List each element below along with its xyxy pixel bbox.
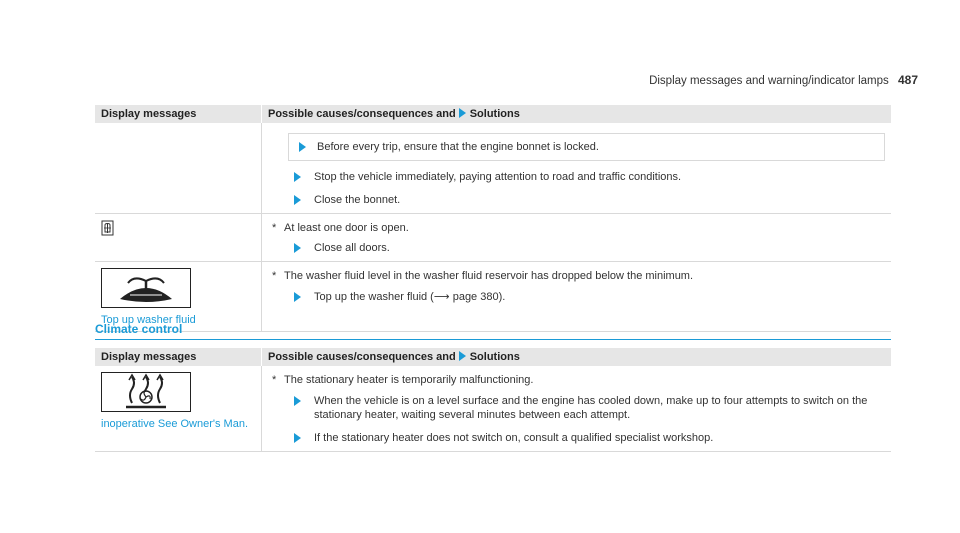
cause-note	[272, 373, 885, 387]
arrow-icon	[459, 108, 466, 118]
solution-step-text: Stop the vehicle immediately, paying attention to road and traffic conditions.	[314, 171, 682, 183]
header-causes-label: Possible causes/consequences and	[268, 108, 456, 120]
solution-step	[294, 193, 885, 207]
cause-note-text: The stationary heater is temporarily malfunctioning.	[284, 374, 534, 386]
solution-step-text: Close the bonnet.	[314, 194, 401, 206]
boxed-step	[288, 133, 885, 161]
solutions-cell	[262, 366, 892, 452]
arrow-icon	[294, 195, 301, 205]
arrow-icon	[294, 396, 301, 406]
climate-control-table	[95, 348, 891, 452]
display-message-caption: Top up washer fluid	[101, 314, 196, 326]
asterisk: *	[272, 374, 277, 386]
arrow-icon	[294, 292, 301, 302]
solution-step	[294, 290, 885, 304]
boxed-step-text: Before every trip, ensure that the engine bonnet is locked.	[317, 141, 599, 153]
display-messages-table	[95, 105, 891, 332]
header-solutions-label: Solutions	[469, 108, 520, 120]
header-causes-solutions	[262, 105, 892, 123]
washer-fluid-icon	[101, 268, 191, 308]
solutions-cell	[262, 214, 892, 262]
arrow-icon	[459, 351, 466, 361]
cause-note	[272, 221, 885, 235]
page-reference-link[interactable]: page 380	[452, 291, 499, 303]
display-message-caption: inoperative See Owner's Man.	[101, 418, 249, 430]
header-causes-solutions	[262, 348, 892, 366]
solution-step	[294, 241, 885, 255]
arrow-icon	[294, 433, 301, 443]
header-display-messages: Display messages	[95, 105, 262, 123]
display-message-cell	[95, 123, 262, 214]
reference-arrow: ⟶	[433, 291, 450, 303]
display-message-cell	[95, 366, 262, 452]
solution-step-text: Top up the washer fluid (	[314, 291, 434, 303]
table-row	[95, 214, 891, 262]
section-title: Climate control	[95, 322, 891, 340]
asterisk: *	[272, 270, 277, 282]
solutions-cell	[262, 123, 892, 214]
door-open-icon	[101, 220, 115, 236]
display-message-cell	[95, 214, 262, 262]
stationary-heater-icon	[101, 372, 191, 412]
table-header-row	[95, 105, 891, 123]
arrow-icon	[294, 172, 301, 182]
display-message-cell	[95, 262, 262, 332]
running-head-title: Display messages and warning/indicator lamps	[649, 75, 889, 87]
solutions-cell	[262, 262, 892, 332]
table-header-row	[95, 348, 891, 366]
solution-step-text: Close all doors.	[314, 242, 390, 254]
cause-note-text: At least one door is open.	[284, 222, 409, 234]
solution-step-text: When the vehicle is on a level surface and the engine has cooled down, make up to four attempts to switch on the stationary heater, waiting several minutes between each attempt.	[314, 395, 868, 421]
solution-step-text: If the stationary heater does not switch on, consult a qualified specialist workshop.	[314, 432, 714, 444]
table-row	[95, 123, 891, 214]
table-row	[95, 262, 891, 332]
header-solutions-label: Solutions	[469, 351, 520, 363]
solution-step	[294, 394, 885, 422]
solution-step	[294, 170, 885, 184]
table-row	[95, 366, 891, 452]
running-head	[560, 73, 918, 87]
arrow-icon	[294, 243, 301, 253]
page-number: 487	[897, 73, 918, 87]
header-causes-label: Possible causes/consequences and	[268, 351, 456, 363]
asterisk: *	[272, 222, 277, 234]
arrow-icon	[299, 142, 306, 152]
cause-note	[272, 269, 885, 283]
solution-step-suffix: ).	[498, 291, 506, 303]
cause-note-text: The washer fluid level in the washer fluid reservoir has dropped below the minimum.	[284, 270, 694, 282]
header-display-messages: Display messages	[95, 348, 262, 366]
solution-step	[294, 431, 885, 445]
